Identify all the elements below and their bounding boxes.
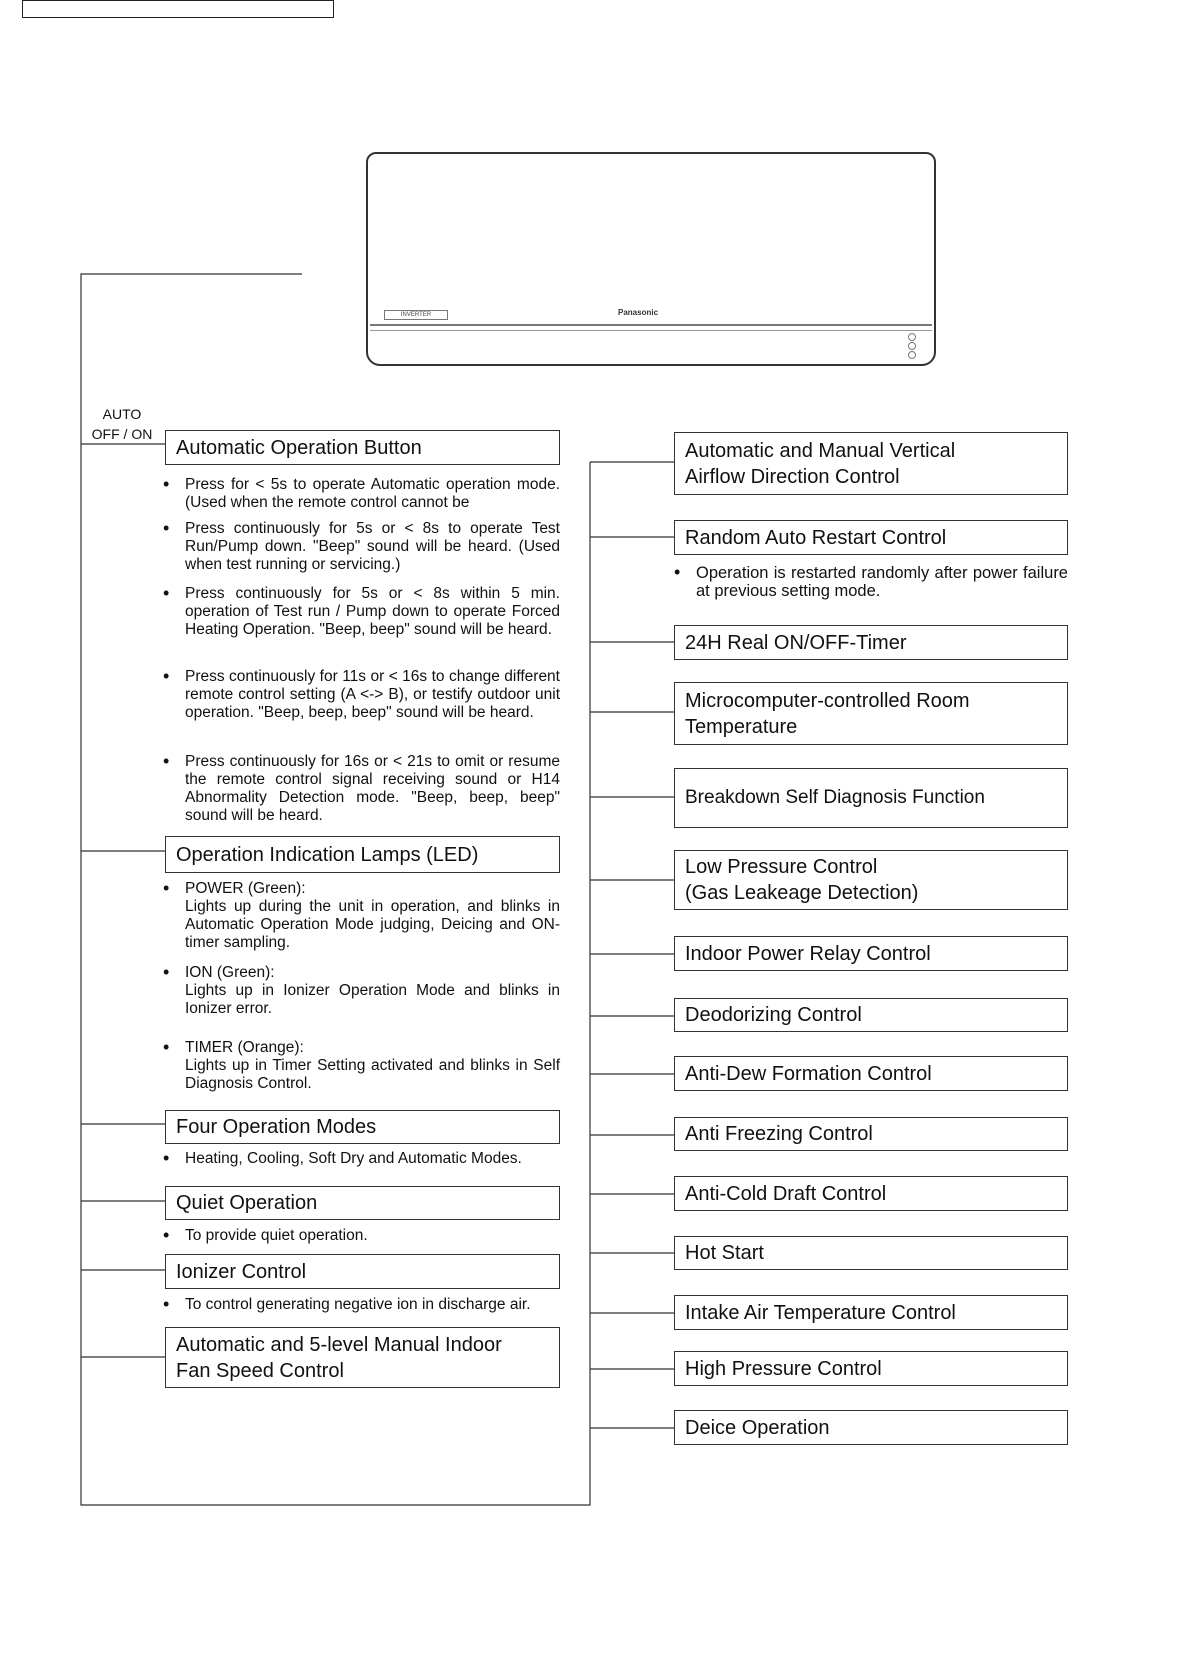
feature-anti-cold-draft	[674, 1176, 1068, 1211]
feature-four-operation-modes	[165, 1110, 560, 1144]
bullet-item: • Press continuously for 5s or < 8s to operate Test Run/Pump down. "Beep" sound will be heard. (Used when test running or servicing.)	[163, 520, 560, 574]
feature-title: Automatic and Manual Vertical Airflow Direction Control	[685, 439, 956, 488]
feature-intake-air-temperature	[674, 1295, 1068, 1330]
feature-title: 24H Real ON/OFF-Timer	[685, 631, 907, 654]
feature-title: Indoor Power Relay Control	[685, 942, 931, 965]
feature-indoor-power-relay	[674, 936, 1068, 971]
feature-title: Automatic Operation Button	[176, 436, 422, 459]
feature-title: Deodorizing Control	[685, 1004, 862, 1026]
bullet-item: • Press continuously for 11s or < 16s to change different remote control setting (A <-> B), or testify outdoor unit operation. "Beep, beep, beep" sound will be heard.	[163, 668, 560, 722]
bullet-item: • Heating, Cooling, Soft Dry and Automatic Modes.	[163, 1150, 560, 1168]
feature-24h-timer	[674, 625, 1068, 660]
bullet-item: • Press for < 5s to operate Automatic operation mode. (Used when the remote control cannot be	[163, 476, 560, 512]
feature-operation-indication-lamps	[165, 836, 560, 873]
feature-title: Microcomputer-controlled Room Temperature	[685, 689, 970, 738]
feature-fan-speed-control	[165, 1327, 560, 1388]
feature-title: Anti Freezing Control	[685, 1123, 873, 1145]
feature-title: Anti-Cold Draft Control	[685, 1182, 887, 1205]
feature-ionizer-control	[165, 1254, 560, 1289]
bullet-item: • Press continuously for 16s or < 21s to omit or resume the remote control signal receiving sound or H14 Abnormality Detection mode. "Beep, beep, beep" sound will be heard.	[163, 753, 560, 825]
auto-switch-label: AUTO OFF / ON	[91, 406, 153, 442]
feature-title: Automatic and 5-level Manual Indoor Fan Speed Control	[176, 1333, 502, 1382]
bullet-item: • Press continuously for 5s or < 8s within 5 min. operation of Test run / Pump down to operate Forced Heating Operation. "Beep, beep" sound will be heard.	[163, 585, 560, 639]
feature-title: Deice Operation	[685, 1416, 830, 1439]
bullet-item: • To provide quiet operation.	[163, 1227, 560, 1245]
feature-low-pressure-control	[674, 850, 1068, 910]
feature-title: Hot Start	[685, 1242, 764, 1264]
feature-title: Ionizer Control	[176, 1260, 307, 1283]
feature-title: Intake Air Temperature Control	[685, 1301, 956, 1324]
bullet-item: • TIMER (Orange): Lights up in Timer Setting activated and blinks in Self Diagnosis Control.	[163, 1039, 560, 1093]
feature-random-auto-restart	[674, 520, 1068, 555]
feature-title: Low Pressure Control (Gas Leakeage Detection)	[685, 856, 919, 904]
feature-room-temperature-control	[674, 682, 1068, 745]
feature-title: Four Operation Modes	[176, 1116, 377, 1138]
brand-logo: Panasonic	[618, 308, 659, 317]
feature-anti-dew-formation	[674, 1056, 1068, 1091]
feature-airflow-direction-control	[674, 432, 1068, 495]
bullet-item: • POWER (Green): Lights up during the unit in operation, and blinks in Automatic Operation Mode judging, Deicing and ON-timer sampling.	[163, 880, 560, 952]
feature-title: Anti-Dew Formation Control	[685, 1062, 932, 1085]
bullet-item: • To control generating negative ion in discharge air.	[163, 1296, 560, 1314]
feature-deice-operation	[674, 1410, 1068, 1445]
bullet-item: • Operation is restarted randomly after power failure at previous setting mode.	[674, 564, 1068, 600]
feature-deodorizing-control	[674, 998, 1068, 1032]
feature-title: High Pressure Control	[685, 1357, 882, 1380]
feature-title: Operation Indication Lamps (LED)	[176, 843, 479, 866]
feature-self-diagnosis	[674, 768, 1068, 828]
feature-title: Quiet Operation	[176, 1192, 318, 1214]
feature-hot-start	[674, 1236, 1068, 1270]
feature-anti-freezing	[674, 1117, 1068, 1151]
feature-quiet-operation	[165, 1186, 560, 1220]
feature-title: Random Auto Restart Control	[685, 526, 947, 549]
bullet-item: • ION (Green): Lights up in Ionizer Operation Mode and blinks in Ionizer error.	[163, 964, 560, 1018]
feature-automatic-operation-button	[165, 430, 560, 465]
feature-high-pressure-control	[674, 1351, 1068, 1386]
feature-title: Breakdown Self Diagnosis Function	[685, 787, 985, 808]
inverter-badge: INVERTER	[384, 310, 448, 320]
